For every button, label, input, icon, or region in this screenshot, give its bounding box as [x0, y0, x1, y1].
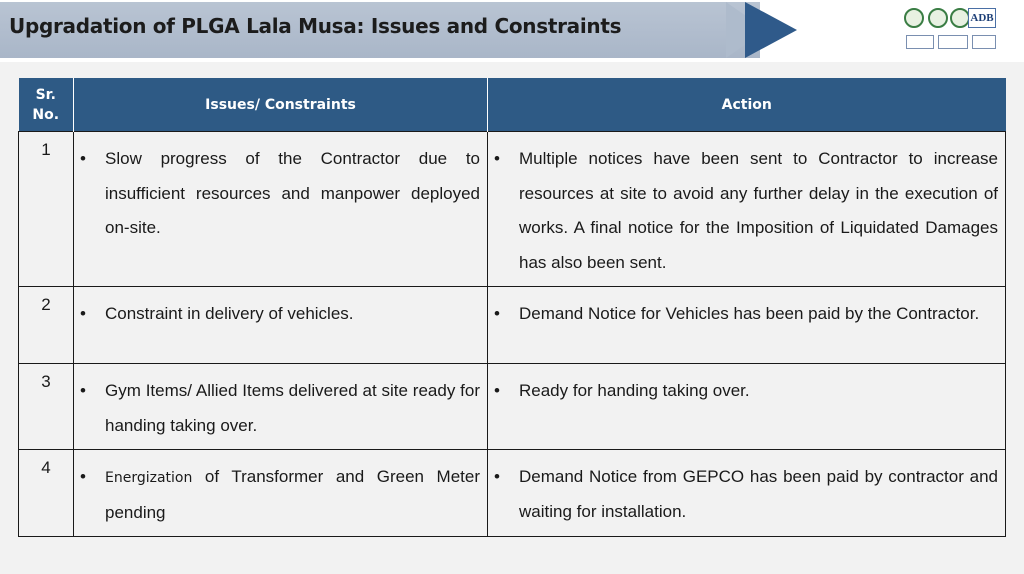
row-action: [488, 287, 1006, 364]
adb-logo-icon: ADB: [968, 8, 996, 28]
row-issue: [74, 287, 488, 364]
row-action: [488, 450, 1006, 537]
issue-text: Gym Items/ Allied Items delivered at site ready for handing taking over.: [105, 381, 480, 435]
bullet-icon: •: [80, 381, 86, 400]
bullet-icon: •: [494, 381, 500, 400]
firm-logo-icon: [972, 35, 996, 49]
flag-logo-icon: [906, 35, 934, 49]
bullet-icon: •: [80, 467, 86, 486]
action-text: Demand Notice for Vehicles has been paid by the Contractor.: [519, 304, 980, 323]
row-issue: [74, 132, 488, 287]
issues-table: [18, 78, 1006, 537]
issue-first-word: Energization: [105, 470, 193, 486]
table-row: [19, 132, 1006, 287]
partner-logos: [902, 5, 998, 53]
row-issue: [74, 364, 488, 450]
bullet-icon: •: [80, 149, 86, 168]
header-sr-no: Sr. No.: [19, 78, 74, 132]
row-issue: [74, 450, 488, 537]
issues-table-wrap: [18, 78, 1005, 537]
row-action: [488, 132, 1006, 287]
pspa-logo-icon: [928, 8, 948, 28]
row-sr: 4: [19, 450, 74, 537]
consultant-logo-icon: [938, 35, 968, 49]
issue-text: Slow progress of the Contractor due to insufficient resources and manpower deployed on-site.: [105, 149, 480, 237]
bullet-icon: •: [494, 149, 500, 168]
table-header-row: [19, 78, 1006, 132]
row-sr: 1: [19, 132, 74, 287]
table-row: [19, 364, 1006, 450]
header-issues: Issues/ Constraints: [74, 78, 488, 132]
action-text: Ready for handing taking over.: [519, 381, 750, 400]
issue-text: Constraint in delivery of vehicles.: [105, 304, 354, 323]
action-text: Multiple notices have been sent to Contractor to increase resources at site to avoid any further delay in the execution of works. A final notice for the Imposition of Liquidated Damages has also been sent.: [519, 149, 998, 272]
govt-punjab-logo-icon: [904, 8, 924, 28]
row-sr: 2: [19, 287, 74, 364]
table-row: [19, 450, 1006, 537]
row-action: [488, 364, 1006, 450]
issue-rest: of Transformer and Green Meter pending: [105, 467, 480, 522]
action-text: Demand Notice from GEPCO has been paid by contractor and waiting for installation.: [519, 467, 998, 521]
bullet-icon: •: [494, 304, 500, 323]
title-bar: [0, 0, 1024, 62]
bullet-icon: •: [494, 467, 500, 486]
page-title: Upgradation of PLGA Lala Musa: Issues and Constraints: [9, 14, 622, 38]
header-action: Action: [488, 78, 1006, 132]
table-row: [19, 287, 1006, 364]
pmu-logo-icon: [950, 8, 970, 28]
bullet-icon: •: [80, 304, 86, 323]
chevron-dark-icon: [745, 2, 797, 58]
row-sr: 3: [19, 364, 74, 450]
issue-text: [105, 460, 480, 530]
